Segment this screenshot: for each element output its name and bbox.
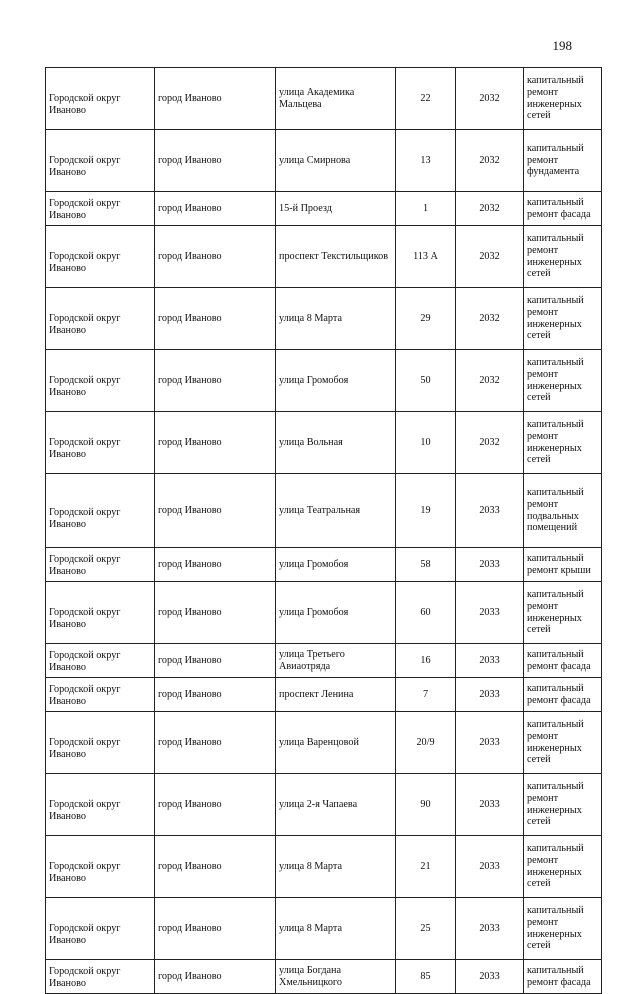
district-cell: Городской округ Иваново [46, 68, 155, 130]
city-cell: город Иваново [155, 474, 276, 548]
house-number-cell: 90 [396, 774, 456, 836]
district-cell: Городской округ Иваново [46, 130, 155, 192]
work-type-cell: капитальный ремонт фасада [524, 960, 602, 994]
table-row [46, 712, 602, 774]
city-cell: город Иваново [155, 678, 276, 712]
city-cell: город Иваново [155, 130, 276, 192]
work-type-cell: капитальный ремонт фундамента [524, 130, 602, 192]
year-cell: 2032 [456, 226, 524, 288]
year-cell: 2032 [456, 350, 524, 412]
table-row [46, 68, 602, 130]
city-cell: город Иваново [155, 774, 276, 836]
table-row [46, 130, 602, 192]
year-cell: 2032 [456, 192, 524, 226]
street-cell: улица Варенцовой [276, 712, 396, 774]
house-number-cell: 13 [396, 130, 456, 192]
year-cell: 2033 [456, 678, 524, 712]
street-cell: улица Вольная [276, 412, 396, 474]
city-cell: город Иваново [155, 226, 276, 288]
district-cell: Городской округ Иваново [46, 412, 155, 474]
year-cell: 2033 [456, 474, 524, 548]
work-type-cell: капитальный ремонт инженерных сетей [524, 898, 602, 960]
year-cell: 2032 [456, 288, 524, 350]
work-type-cell: капитальный ремонт фасада [524, 644, 602, 678]
city-cell: город Иваново [155, 898, 276, 960]
table-row [46, 774, 602, 836]
house-number-cell: 50 [396, 350, 456, 412]
street-cell: 15-й Проезд [276, 192, 396, 226]
street-cell: улица Громобоя [276, 350, 396, 412]
city-cell: город Иваново [155, 960, 276, 994]
house-number-cell: 29 [396, 288, 456, 350]
district-cell: Городской округ Иваново [46, 678, 155, 712]
year-cell: 2033 [456, 960, 524, 994]
street-cell: улица Смирнова [276, 130, 396, 192]
work-type-cell: капитальный ремонт инженерных сетей [524, 836, 602, 898]
district-cell: Городской округ Иваново [46, 350, 155, 412]
table-row [46, 226, 602, 288]
house-number-cell: 21 [396, 836, 456, 898]
table-row [46, 678, 602, 712]
city-cell: город Иваново [155, 192, 276, 226]
registry-table [45, 67, 602, 994]
work-type-cell: капитальный ремонт инженерных сетей [524, 68, 602, 130]
house-number-cell: 25 [396, 898, 456, 960]
table-row [46, 288, 602, 350]
year-cell: 2033 [456, 548, 524, 582]
district-cell: Городской округ Иваново [46, 960, 155, 994]
street-cell: улица Академика Мальцева [276, 68, 396, 130]
work-type-cell: капитальный ремонт инженерных сетей [524, 774, 602, 836]
table-row [46, 350, 602, 412]
city-cell: город Иваново [155, 412, 276, 474]
table-row [46, 474, 602, 548]
house-number-cell: 20/9 [396, 712, 456, 774]
city-cell: город Иваново [155, 712, 276, 774]
year-cell: 2033 [456, 898, 524, 960]
house-number-cell: 10 [396, 412, 456, 474]
year-cell: 2032 [456, 412, 524, 474]
district-cell: Городской округ Иваново [46, 288, 155, 350]
house-number-cell: 113 А [396, 226, 456, 288]
district-cell: Городской округ Иваново [46, 712, 155, 774]
district-cell: Городской округ Иваново [46, 226, 155, 288]
work-type-cell: капитальный ремонт фасада [524, 678, 602, 712]
city-cell: город Иваново [155, 548, 276, 582]
city-cell: город Иваново [155, 350, 276, 412]
table-row [46, 192, 602, 226]
street-cell: улица Театральная [276, 474, 396, 548]
city-cell: город Иваново [155, 644, 276, 678]
table-row [46, 836, 602, 898]
table-row [46, 644, 602, 678]
work-type-cell: капитальный ремонт крыши [524, 548, 602, 582]
street-cell: улица Богдана Хмельницкого [276, 960, 396, 994]
house-number-cell: 58 [396, 548, 456, 582]
street-cell: улица Громобоя [276, 582, 396, 644]
year-cell: 2033 [456, 712, 524, 774]
district-cell: Городской округ Иваново [46, 774, 155, 836]
district-cell: Городской округ Иваново [46, 474, 155, 548]
street-cell: улица Громобоя [276, 548, 396, 582]
work-type-cell: капитальный ремонт инженерных сетей [524, 226, 602, 288]
work-type-cell: капитальный ремонт инженерных сетей [524, 582, 602, 644]
table-row [46, 898, 602, 960]
year-cell: 2033 [456, 582, 524, 644]
house-number-cell: 16 [396, 644, 456, 678]
house-number-cell: 7 [396, 678, 456, 712]
district-cell: Городской округ Иваново [46, 192, 155, 226]
table-row [46, 548, 602, 582]
street-cell: улица 2-я Чапаева [276, 774, 396, 836]
work-type-cell: капитальный ремонт инженерных сетей [524, 288, 602, 350]
house-number-cell: 60 [396, 582, 456, 644]
district-cell: Городской округ Иваново [46, 582, 155, 644]
district-cell: Городской округ Иваново [46, 644, 155, 678]
district-cell: Городской округ Иваново [46, 836, 155, 898]
street-cell: улица 8 Марта [276, 288, 396, 350]
house-number-cell: 85 [396, 960, 456, 994]
city-cell: город Иваново [155, 836, 276, 898]
district-cell: Городской округ Иваново [46, 548, 155, 582]
house-number-cell: 22 [396, 68, 456, 130]
city-cell: город Иваново [155, 288, 276, 350]
work-type-cell: капитальный ремонт инженерных сетей [524, 350, 602, 412]
street-cell: улица 8 Марта [276, 898, 396, 960]
house-number-cell: 19 [396, 474, 456, 548]
work-type-cell: капитальный ремонт инженерных сетей [524, 712, 602, 774]
street-cell: улица Третьего Авиаотряда [276, 644, 396, 678]
year-cell: 2033 [456, 644, 524, 678]
table-row [46, 412, 602, 474]
work-type-cell: капитальный ремонт подвальных помещений [524, 474, 602, 548]
year-cell: 2033 [456, 836, 524, 898]
table-row [46, 960, 602, 994]
district-cell: Городской округ Иваново [46, 898, 155, 960]
street-cell: проспект Текстильщиков [276, 226, 396, 288]
page-number: 198 [552, 38, 572, 53]
street-cell: улица 8 Марта [276, 836, 396, 898]
work-type-cell: капитальный ремонт инженерных сетей [524, 412, 602, 474]
city-cell: город Иваново [155, 68, 276, 130]
year-cell: 2033 [456, 774, 524, 836]
house-number-cell: 1 [396, 192, 456, 226]
work-type-cell: капитальный ремонт фасада [524, 192, 602, 226]
year-cell: 2032 [456, 68, 524, 130]
table-row [46, 582, 602, 644]
street-cell: проспект Ленина [276, 678, 396, 712]
year-cell: 2032 [456, 130, 524, 192]
city-cell: город Иваново [155, 582, 276, 644]
